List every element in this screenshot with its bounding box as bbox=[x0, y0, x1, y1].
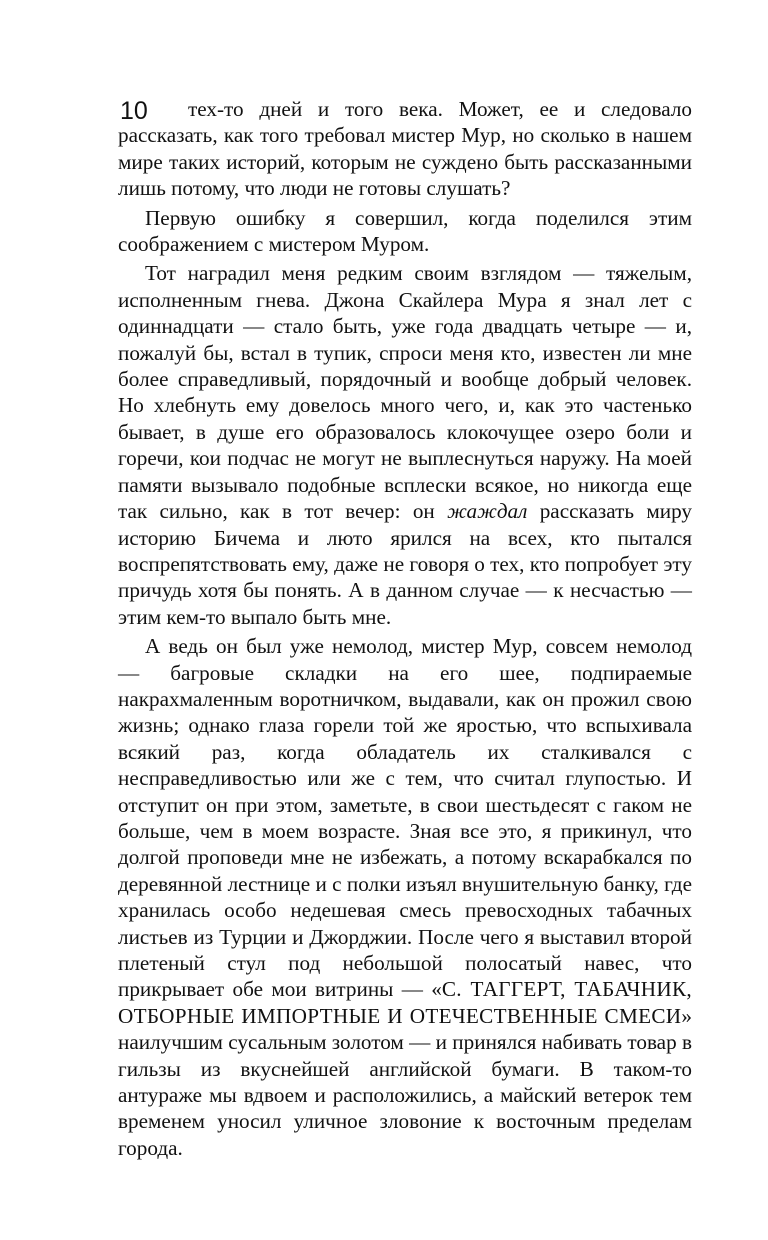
page-number: 10 bbox=[120, 97, 148, 125]
paragraph-text: тех-то дней и того века. Может, ее и следовало рассказать, как того требовал мистер Мур, но сколько в нашем мире таких историй, которым не суждено быть рассказанными лишь потому, что люди не готовы слушать? bbox=[118, 97, 692, 201]
paragraph-text: рассказать миру историю Бичема и люто ярился на всех, кто пытался воспрепятствовать ему, даже не говоря о тех, кто попробует эту причудь хотя бы понять. А в данном случае — к несчастью — этим кем-то выпало быть мне. bbox=[118, 499, 692, 629]
shop-sign-text: С. ТАГГЕРТ, ТАБАЧНИК, ОТБОРНЫЕ ИМПОРТНЫЕ И ОТЕЧЕСТВЕННЫЕ СМЕСИ bbox=[118, 977, 692, 1028]
paragraph-4 bbox=[118, 633, 692, 1161]
paragraph-2 bbox=[118, 205, 692, 258]
italic-emphasis: жаждал bbox=[447, 499, 528, 524]
paragraph-3 bbox=[118, 260, 692, 630]
paragraph-text: А ведь он был уже немолод, мистер Мур, совсем немолод — багровые складки на его шее, подпираемые накрахмаленным воротничком, выдавали, как он прожил свою жизнь; однако глаза горели той же яростью, что вспыхивала всякий раз, когда обладатель их сталкивался с несправедливостью или же с тем, что считал глупостью. И отступит он при этом, заметьте, в свои шестьдесят с гаком не больше, чем в моем возрасте. Зная все это, я прикинул, что долгой проповеди мне не избежать, а потому вскарабкался по деревянной лестнице и с полки изъял внушительную банку, где хранилась особо недешевая смесь превосходных табачных листьев из Турции и Джорджии. После чего я выставил второй плетеный стул под небольшой полосатый навес, что прикрывает обе мои витрины — « bbox=[118, 634, 692, 1002]
body-text bbox=[118, 96, 692, 1161]
paragraph-text: Тот наградил меня редким своим взглядом — тяжелым, исполненным гнева. Джона Скайлера Мура я знал лет с одиннадцати — стало быть, уже года двадцать четыре — и, пожалуй бы, встал в тупик, спроси меня кто, известен ли мне более справедливый, порядочный и вообще добрый человек. Но хлебнуть ему довелось много чего, и, как это частенько бывает, в душе его образовалось клокочущее озеро боли и горечи, кои подчас не могут не выплеснуться наружу. На моей памяти вызывало подобные всплески всякое, но никогда еще так сильно, как в тот вечер: он bbox=[118, 261, 692, 524]
paragraph-text: » наилучшим сусальным золотом — и принялся набивать товар в гильзы из вкуснейшей английской бумаги. В таком-то антураже мы вдвоем и расположились, а майский ветерок тем временем уносил уличное зловоние к восточным пределам города. bbox=[118, 1003, 692, 1160]
paragraph-1 bbox=[118, 96, 692, 202]
paragraph-text: Первую ошибку я совершил, когда поделился этим соображением с мистером Муром. bbox=[118, 205, 692, 257]
